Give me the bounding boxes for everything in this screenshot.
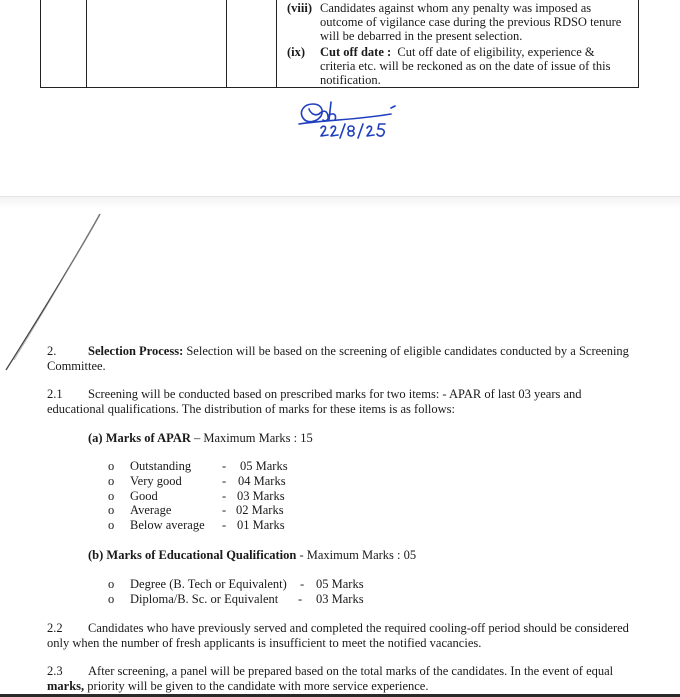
paragraph-line (47, 664, 656, 679)
apar-heading-title: (a) Marks of APAR (88, 431, 191, 445)
paragraph-text: priority will be given to the candidate with more service experience. (87, 679, 429, 693)
paragraph-line: educational qualifications. The distribution of marks for these items is as follows: (47, 402, 456, 416)
dash-separator: - (222, 473, 227, 488)
edu-heading-title: (b) Marks of Educational Qualification (88, 548, 297, 562)
section-number: 2.3 (47, 664, 63, 678)
handwritten-signature (295, 98, 405, 146)
section-number: 2.1 (47, 387, 63, 401)
item-text (320, 45, 650, 87)
emphasis-text: marks, (47, 679, 85, 693)
dash-separator: - (222, 459, 227, 473)
item-marks: 01 Marks (237, 518, 285, 533)
paragraph-line: Committee. (47, 359, 106, 373)
apar-heading (88, 431, 313, 446)
paragraph-text: Screening will be conducted based on prescribed marks for two items: - APAR of last 03 years and (88, 387, 582, 401)
item-marks: 05 Marks (240, 459, 288, 473)
dash-separator: - (300, 577, 305, 591)
item-line: will be debarred in the present selection. (320, 29, 523, 43)
section-2-1-screening (47, 387, 656, 417)
table-item-viii (287, 1, 647, 45)
edu-heading-max: - Maximum Marks : 05 (299, 548, 417, 562)
bullet-icon: o (108, 591, 115, 606)
dash-separator: - (222, 518, 227, 533)
item-label: Good (130, 488, 158, 503)
item-line: Candidates against whom any penalty was imposed as (320, 1, 592, 15)
section-number: 2. (47, 344, 57, 358)
item-marks: 02 Marks (236, 503, 284, 518)
bullet-icon: o (108, 518, 115, 533)
item-marks: 04 Marks (238, 473, 286, 488)
dash-separator: - (222, 503, 227, 518)
apar-heading-max: – Maximum Marks : 15 (194, 431, 313, 445)
item-marks: 03 Marks (237, 488, 285, 503)
item-label: Average (130, 503, 172, 518)
item-line: notification. (320, 73, 381, 87)
table-divider (276, 0, 277, 88)
paragraph-line: only when the number of fresh applicants is insufficient to meet the notified vacancies. (47, 636, 482, 650)
paragraph-line (47, 387, 656, 402)
paragraph-text: After screening, a panel will be prepared based on the total marks of the candidates. In the event of equal (88, 664, 614, 678)
paragraph-text: Selection will be based on the screening of eligible candidates conducted by a Screening (186, 344, 629, 358)
item-label: Very good (130, 473, 182, 488)
bullet-icon: o (108, 503, 115, 518)
item-number: (viii) (287, 1, 312, 15)
item-label: Diploma/B. Sc. or Equivalent (130, 591, 279, 606)
item-label: Below average (130, 518, 205, 533)
item-text (320, 1, 650, 43)
paragraph-line (47, 679, 656, 694)
table-item-ix (287, 45, 647, 89)
bullet-icon: o (108, 488, 115, 503)
item-number: (ix) (287, 45, 306, 59)
item-marks: 03 Marks (316, 591, 364, 606)
item-line: criteria etc. will be reckoned as on the date of issue of this (320, 59, 611, 73)
paragraph-line (47, 344, 656, 359)
bullet-icon: o (108, 473, 115, 488)
item-marks: 05 Marks (316, 577, 364, 591)
bullet-icon: o (108, 459, 115, 473)
edu-heading (88, 548, 416, 563)
section-2-selection-process (47, 344, 656, 374)
dash-separator: - (222, 488, 227, 503)
paragraph-text: Candidates who have previously served and completed the required cooling-off period should be considered (88, 621, 629, 635)
item-label: Outstanding (130, 459, 192, 473)
section-2-3-panel (47, 664, 656, 694)
page-break-shadow (0, 197, 680, 209)
section-title: Selection Process: (88, 344, 184, 358)
item-title: Cut off date : (320, 45, 392, 59)
bullet-icon: o (108, 577, 115, 591)
item-line: outcome of vigilance case during the previous RDSO tenure (320, 15, 622, 29)
item-label: Degree (B. Tech or Equivalent) (130, 577, 287, 591)
dash-separator: - (298, 591, 303, 606)
section-2-2-cooling-off (47, 621, 656, 651)
item-line (320, 45, 650, 59)
table-divider (86, 0, 87, 88)
table-divider (226, 0, 227, 88)
item-line-text: Cut off date of eligibility, experience & (397, 45, 595, 59)
section-number: 2.2 (47, 621, 63, 635)
paragraph-line (47, 621, 656, 636)
